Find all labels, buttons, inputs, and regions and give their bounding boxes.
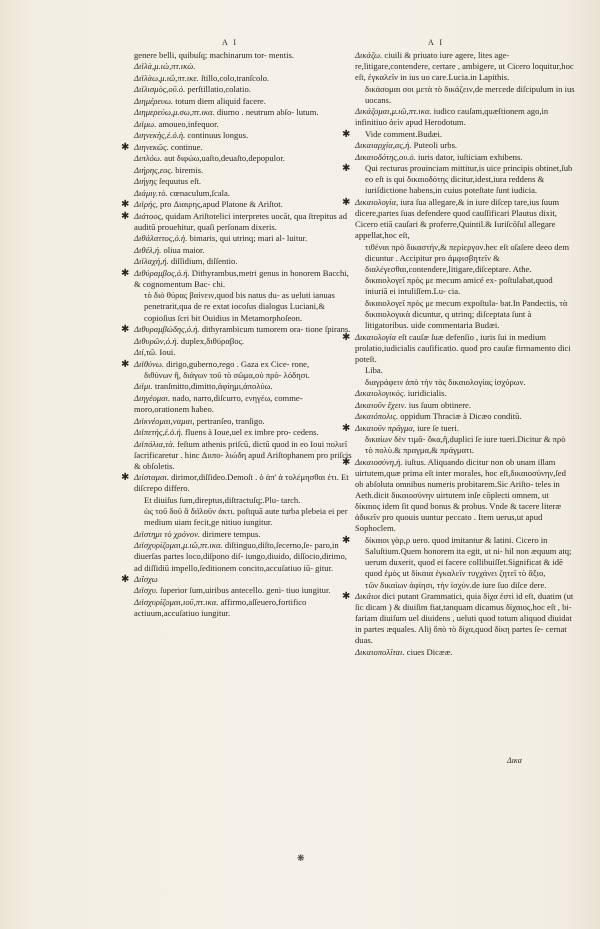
dictionary-entry xyxy=(355,647,575,658)
entry-definition: tranſmitto,dimitto,ἀφίημι,ἀπολύω. xyxy=(154,381,273,392)
entry-definition: Vide comment.Budæi. xyxy=(365,128,443,139)
entry-headword: Δικαιοῦν πρᾶγμα, xyxy=(355,422,418,433)
dictionary-entry xyxy=(134,176,354,187)
entry-headword: Δικάζω. xyxy=(355,50,385,60)
entry-headword: Δικαιαρχία,ας,ἡ. xyxy=(355,140,414,151)
entry-definition: dirigo,guberno,rego . Gaza ex Cice- rone, xyxy=(166,358,310,369)
entry-definition: iudico cauſam,quæſtionem ago,in infinitiuo ἀεὶν apud Herodotum. xyxy=(355,106,549,128)
entry-headword: Διάτοος, xyxy=(134,210,166,221)
entry-definition: quidam Ariſtotelici interpretes uocāt, qua ſtrepitus ad auditū prouehitur, quaſi perſonam dixeris. xyxy=(134,210,348,232)
asterisk-marker-icon: ✱ xyxy=(342,163,351,175)
entry-headword: Δικαιοπολῖται. xyxy=(355,646,407,657)
entry-headword: Δικαιοδότης,ου.ὁ. xyxy=(355,151,419,162)
entry-headword: Διί,τῶ. xyxy=(134,347,160,358)
entry-definition: Puteoli urbs. xyxy=(413,140,458,151)
dictionary-entry xyxy=(121,573,354,585)
dictionary-entry xyxy=(342,196,575,241)
asterisk-marker-icon: ✱ xyxy=(121,141,130,153)
dictionary-entry xyxy=(134,370,354,381)
entry-headword: Δικαιολογία, xyxy=(355,196,401,207)
entry-headword: Διϊπόλια,τὰ. xyxy=(134,438,178,449)
dictionary-entry xyxy=(121,141,354,153)
entry-headword: Διθυρῶν,ὁ.ἡ. xyxy=(134,335,181,346)
entry-definition: ſtillo,colo,tranſcolo. xyxy=(201,72,270,83)
page-signature-left: A I xyxy=(222,38,238,47)
entry-headword: Διίσταμαι. xyxy=(134,472,172,483)
dictionary-entry xyxy=(355,140,575,151)
entry-headword: Διηνεκὴς,ἑ.ὁ.ἡ. xyxy=(134,130,188,141)
entry-definition: τῶν δικαίων ἀφίησι, τὴν ἰσχύν.de iure ſuo diſce dere. xyxy=(365,579,547,590)
entry-definition: ſequutus eſt. xyxy=(158,176,201,187)
dictionary-entry xyxy=(134,130,354,141)
dictionary-entry xyxy=(355,365,575,376)
footer-ornament-icon: ❋ xyxy=(297,853,305,863)
dictionary-entry xyxy=(355,580,575,591)
entry-definition: δικάσομαι σοι μετὰ τὸ δικάζειν,de mercede diſcipulum in ius uocans. xyxy=(365,83,575,105)
dictionary-entry xyxy=(121,472,354,494)
entry-definition: iuris dator, iuſticiam exhibens. xyxy=(418,151,523,162)
dictionary-entry xyxy=(134,96,354,107)
dictionary-entry xyxy=(134,50,354,61)
dictionary-entry xyxy=(355,50,575,83)
dictionary-entry xyxy=(134,381,354,392)
dictionary-entry xyxy=(355,106,575,128)
entry-definition: oppidum Thraciæ à Dicæo conditū. xyxy=(400,411,522,422)
entry-definition: dirimor,diſſideo.Demoſt . ὁ ἀπ' ἀ τολέμησθαι ἐτι. Et diſcrepo differo. xyxy=(134,472,349,494)
entry-definition: ius ſuum obtinere. xyxy=(408,399,472,410)
dictionary-entry xyxy=(134,427,354,438)
entry-definition: τὸ διὸ θύρας βαίνειν,quod bis natus du- as ueluti ianuas penetrarit,qua de re extat iocoſus dialogus Luciani,& copioſius ſcri bit Ouidius in Metamorphoſeon. xyxy=(144,290,335,323)
entry-definition: δικαιολογεῖ πρὸς με mecum expoſtula- bat.In Pandectis, τὰ δικαιολογικὰ dicuntur, q utrinq; diſceptata ſunt à litigatoribus. uide commentaria Budæi. xyxy=(365,297,568,331)
entry-headword: Διϊσχυρίζομαι,μ.ιῶ,πτ.ικα. xyxy=(134,540,225,551)
catchword: Δικα xyxy=(507,756,522,765)
entry-headword: Διϊθύνω. xyxy=(134,358,167,369)
entry-headword: Διϊπετὴς,ἑ.ὁ.ἡ. xyxy=(134,427,186,438)
entry-headword: Διηγέομαι. xyxy=(134,392,173,403)
dictionary-entry xyxy=(134,585,354,596)
entry-definition: genere belli, quibuſq; machinarum tor- mentis. xyxy=(134,50,294,60)
entry-definition: iura ſua allegare,& in iure diſcep tare,ius ſuum dicere,partes ſuas defendere quod cauſſificari Plautus dixit, Cicero etiā cauſari & proferre,Quintil.& Iuriſcōſul allegare appellat,hoc eſt, xyxy=(355,196,560,241)
entry-headword: Διϊλαχή,ή. xyxy=(134,256,171,267)
entry-headword: Διϊλισμὸς,οῦ.ὁ. xyxy=(134,84,188,95)
entry-definition: diſſidium, diſſentio. xyxy=(170,256,238,267)
dictionary-entry xyxy=(134,256,354,267)
entry-definition: diurno . neutrum abſo- lutum. xyxy=(216,107,319,118)
dictionary-entry xyxy=(355,298,575,331)
entry-headword: Διϊσχυρίζομαι,ιοῦ,πτ.ικα. xyxy=(134,596,221,607)
dictionary-entry xyxy=(355,84,575,106)
dictionary-entry xyxy=(134,416,354,427)
page-signature-right: A I xyxy=(428,38,444,47)
entry-definition: δίκαιοι γὰρ,ρ uero. quod imitantur & latini. Cicero in Saluſtium.Quem honorem ita egit, ut ni- hil non æquum atq; uerum duxerit, quod ei facere collibuiſſet.Significat & idē quod ἐμὸς ut δίκαια ἐγκαλεῖν τυγχάνει ζητεῖ τὸ ἄξιο, xyxy=(365,534,572,579)
asterisk-marker-icon: ✱ xyxy=(121,324,130,336)
dictionary-entry xyxy=(134,529,354,540)
asterisk-marker-icon: ✱ xyxy=(121,472,130,484)
entry-headword: Διϊκνέομαι,ναμαι, xyxy=(134,415,197,426)
entry-headword: Διηνεκῶς. xyxy=(134,141,171,152)
entry-headword: Διθάλαττος,ὁ.ἡ. xyxy=(134,233,190,244)
entry-definition: dithyrambicum tumorem ora- tione ſpirans. xyxy=(201,324,351,335)
dictionary-entry xyxy=(342,456,575,535)
entry-definition: totum diem aliquid facere. xyxy=(175,95,266,106)
dictionary-entry xyxy=(355,275,575,297)
entry-headword: Διήγης xyxy=(134,176,159,187)
entry-definition: Et diuiſus ſum,direptus,diſtractuſq;.Plu- tarch. xyxy=(144,494,301,505)
dictionary-entry xyxy=(355,400,575,411)
entry-headword: Δικάζομαι,μ.ιῶ,πτ.ικα. xyxy=(355,106,434,117)
entry-headword: Διΐσχω xyxy=(134,573,158,584)
entry-definition: iuridicialis. xyxy=(407,388,447,399)
entry-definition: τιθέναι πρὸ δικαστήν,& περίεργον.hec eſt oſaſere deeo dem dicuntur . Accipitur pro ἀμφισβητεῖν & διαλέγεσθαι,contendere,litigare,diſceptare. Athe. xyxy=(365,241,570,274)
entry-headword: Διθυραμβώδης,ὁ.ἡ. xyxy=(134,324,202,335)
entry-headword: Διθύραμβος,ὁ.ἡ. xyxy=(134,267,192,278)
entry-headword: Διϊλὰω,μ.ιῶ,πτ.ικε. xyxy=(134,72,202,83)
entry-definition: iure ſe tueri. xyxy=(417,422,459,433)
entry-definition: eſt cauſæ ſuæ defenſio , iuris ſui in medium prolatio,iudicialis cauſificatio. quod pro cauſæ firmamento dici poteſt. xyxy=(355,331,571,364)
entry-definition: διαγράφειν ἀπὸ τὴν τὰς δικαιολογίας ἰσχύρων. xyxy=(365,376,526,387)
entry-definition: ciuili & priuato iure agere, lites age- re,litigare,contendere, certare , ambigere, ut Cicero loquitur,hoc eſt, ἐγκαλεῖν in ius uo care.Lucia.in Lapithis. xyxy=(355,50,574,83)
dictionary-entry xyxy=(355,377,575,388)
entry-definition: continuus longus. xyxy=(187,130,249,141)
dictionary-entry xyxy=(134,290,354,323)
dictionary-entry xyxy=(121,358,354,370)
dictionary-entry xyxy=(121,267,354,290)
entry-headword: Διθέλ,ή. xyxy=(134,244,164,255)
dictionary-entry xyxy=(121,196,354,211)
entry-definition: continue. xyxy=(170,141,203,152)
entry-definition: perſtillatio,colatio. xyxy=(187,84,251,95)
dictionary-entry xyxy=(134,61,354,72)
dictionary-entry xyxy=(134,439,354,472)
dictionary-entry xyxy=(121,210,354,233)
entry-definition: ciues Dicææ. xyxy=(406,646,453,657)
entry-definition: διθύνων ἢ, διάγων τοῦ τὸ σῶμα,οὐ πρὸ- λόδησι. xyxy=(144,370,310,380)
entry-headword: Διημερεύω,μ.σω,πτ.ικα. xyxy=(134,107,217,118)
asterisk-marker-icon: ✱ xyxy=(342,456,351,468)
right-column xyxy=(342,50,575,658)
dictionary-entry xyxy=(134,336,354,347)
dictionary-entry xyxy=(355,388,575,399)
dictionary-entry xyxy=(342,422,575,434)
entry-definition: feſtum athenis priſcū, dictū quod in eo Ioui πολιεῖ ſacrificaretur . hinc Διιπο- λιώδη apud Ariſtophanem pro priſcis & obſoletis. xyxy=(134,438,352,471)
dictionary-entry xyxy=(134,506,354,528)
dictionary-entry xyxy=(134,165,354,176)
asterisk-marker-icon: ✱ xyxy=(342,331,351,343)
entry-definition: diſtinguo,diſto,ſecerno,ſe- paro,in diuerſas partes loco,diſpono diſ- iungo,diuido, diſſocio,dirimo, ad diſſidiū impello,ſeditionem concito,accuſatiuo iū- gitur. xyxy=(134,540,347,573)
entry-definition: dirimere tempus. xyxy=(202,528,261,539)
entry-definition: cœnaculum,ſcala. xyxy=(169,187,230,198)
entry-definition: Ioui. xyxy=(159,347,176,358)
dictionary-entry xyxy=(134,347,354,358)
dictionary-entry xyxy=(134,597,354,619)
entry-definition: dici putant Grammatici, quia δίχα ἐστὶ id eſt, duatim (ut ſic dicam ) & diuiſim fiat,tanquam dicamus δίχαιος,hoc eſt , bi- fariam diuiſum uel diuidens , ueluti quod totum aliquod diuidat in partes æquales. Alij ὅπὸ τὸ δίχα,quod δίκη partes ſe- cernat duas. xyxy=(355,591,574,646)
asterisk-marker-icon: ✱ xyxy=(121,358,130,370)
entry-definition: oliua maior. xyxy=(163,244,205,255)
entry-definition: biremis. xyxy=(175,164,204,175)
entry-definition: aut διφώω,uaſto,deuaſto,depopulor. xyxy=(164,153,285,164)
dictionary-entry xyxy=(355,434,575,456)
entry-definition: duplex,διθύραβος. xyxy=(180,335,245,346)
dictionary-entry xyxy=(134,245,354,256)
entry-headword: Δικᾶιοι xyxy=(355,591,383,602)
entry-definition: affirmo,aſſeuero,fortifico actiuum,accuſatiuo iungitur. xyxy=(134,596,307,619)
entry-headword: Διϊμι. xyxy=(134,381,155,392)
dictionary-entry xyxy=(134,153,354,164)
entry-headword: Διάμιγ.τὸ. xyxy=(134,187,170,198)
asterisk-marker-icon: ✱ xyxy=(121,267,130,279)
entry-definition: δικαίων δὲν τιμᾶ- ὅκα,ἢ,duplici ſe iure tueri.Dicitur & πρὸ τὸ πολὺ.& πραγμα,& πράγματι. xyxy=(365,434,566,456)
dictionary-entry xyxy=(134,73,354,84)
dictionary-entry xyxy=(355,242,575,275)
entry-definition: pro Διαιρης,apud Platone & Ariſtot. xyxy=(160,199,283,210)
dictionary-entry xyxy=(134,188,354,199)
asterisk-marker-icon: ✱ xyxy=(121,210,130,222)
entry-headword: Δικαιοσύνη,ἡ. xyxy=(355,456,405,467)
entry-definition: ὡς τοῦ δοῦ ἃ διϊλοῦν ἀκτι. poſtquā aute turba plebeia ei per medium uiam fecit,ge nitiuo iungitur. xyxy=(144,506,348,528)
entry-headword: Διϊστημι τὸ χρόνον. xyxy=(134,528,203,539)
entry-headword: Διημέρευω. xyxy=(134,95,176,106)
dictionary-entry xyxy=(134,495,354,506)
asterisk-marker-icon: ✱ xyxy=(342,128,351,140)
asterisk-marker-icon: ✱ xyxy=(342,534,351,546)
entry-definition: fluens à Ioue,uel ex imbre pro- cedens. xyxy=(185,427,319,438)
asterisk-marker-icon: ✱ xyxy=(342,591,351,603)
entry-headword: Διϊρής, xyxy=(134,199,160,210)
dictionary-entry xyxy=(134,393,354,415)
entry-definition: nado, narro,diſcurro, ενηγέω, comme- moro,orationem habeo. xyxy=(134,392,303,415)
entry-definition: Qui recturus prouinciam mittitur,is uice principis obtinet,ſub eo eſt is qui δικαιοδότης dicitur,idest,iura reddens & iuriſdictione habens,in cuius poteſtate ſunt iudicia. xyxy=(365,163,573,196)
dictionary-entry xyxy=(342,163,575,196)
entry-headword: Δικαιοῦν ἔχειν. xyxy=(355,399,409,410)
entry-definition: iuſtus. Aliquando dicitur non ob unam illam uirtutem,quæ prima eſt inter morales, hoc eſt,δικαιοσύνην,ſed ob abſoluta omnibus numeris probitarem.Sic Ariſto- teles in Aeth.dicit δικαιοσύνην uirtutem inſe cōplecti omnem, ut δίκαιος idem ſit quod bonus & probus. Vnde & tacere literæ ἀδικεῖν pro quouis uuntur peccato . Item uerus,ut apud Sophoclem. xyxy=(355,456,566,534)
dictionary-entry xyxy=(121,324,354,336)
dictionary-entry xyxy=(355,152,575,163)
entry-definition: δικαιολογεῖ πρὸς με mecum amicé ex- poſtulabat,quod iniuriā ei intuliſſem.Lu- cia. xyxy=(365,275,553,297)
left-column xyxy=(121,50,354,620)
entry-headword: Διϊμω. xyxy=(134,118,159,129)
asterisk-marker-icon: ✱ xyxy=(121,199,130,211)
entry-definition: Dithyrambus,metri genus in honorem Bacchi, & cognomentum Bac- chi. xyxy=(134,267,349,289)
asterisk-marker-icon: ✱ xyxy=(342,422,351,434)
dictionary-entry xyxy=(342,331,575,365)
entry-definition: bimaris, qui utrinq; mari al- luitur. xyxy=(189,233,308,244)
dictionary-entry xyxy=(134,119,354,130)
asterisk-marker-icon: ✱ xyxy=(342,196,351,208)
dictionary-entry xyxy=(134,233,354,244)
entry-definition: pertranſeo, tranſigo. xyxy=(196,415,265,426)
asterisk-marker-icon: ✱ xyxy=(121,573,130,585)
entry-headword: Δικαιόπολις. xyxy=(355,411,401,422)
entry-headword: Διήρης,εος. xyxy=(134,164,176,175)
entry-headword: Δικαιολογία xyxy=(355,331,399,342)
dictionary-entry xyxy=(342,128,575,140)
entry-headword: Διπλόω. xyxy=(134,153,165,164)
entry-headword: Διϊλὰ,μ.ιὼ,πτ.ικὼ. xyxy=(134,61,196,72)
entry-definition: ſuperior ſum,uiribus antecello. geni- tiuo iungitur. xyxy=(160,585,331,596)
dictionary-entry xyxy=(342,534,575,579)
dictionary-entry xyxy=(134,84,354,95)
dictionary-entry xyxy=(342,591,575,646)
entry-headword: Διϊσχυ. xyxy=(134,585,161,596)
entry-definition: amoueo,infequor. xyxy=(158,118,219,129)
entry-headword: Δικαιολογικὸς. xyxy=(355,388,408,399)
entry-definition: Liba. xyxy=(365,365,383,376)
dictionary-entry xyxy=(134,107,354,118)
dictionary-entry xyxy=(355,411,575,422)
dictionary-entry xyxy=(134,540,354,573)
